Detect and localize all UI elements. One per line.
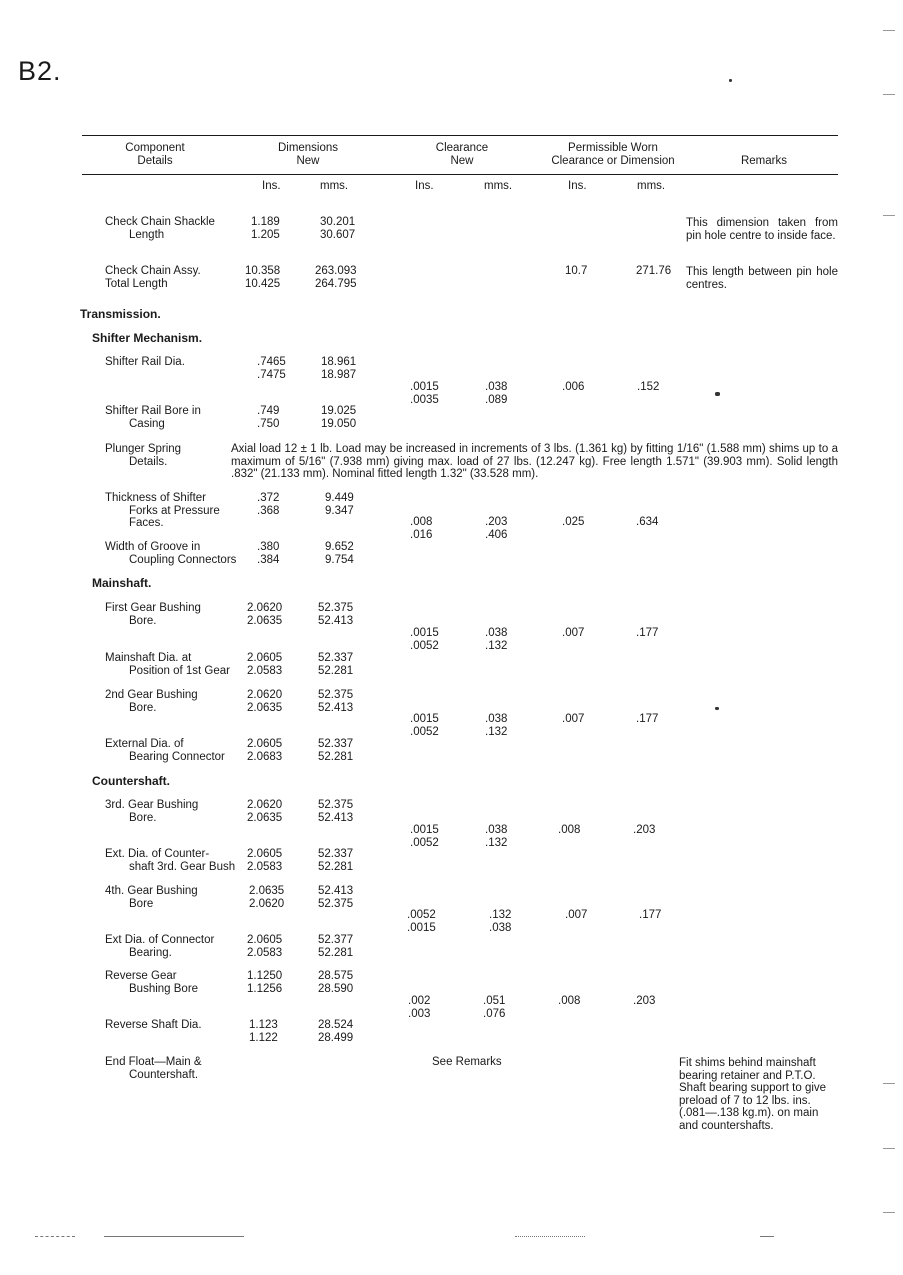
reverse-gear-bushing-ins: 1.1250 1.1256 bbox=[247, 970, 283, 995]
first-gear-bushing-mms: 52.375 52.413 bbox=[318, 602, 354, 627]
shifter-rail-worn-ins: .006 bbox=[562, 381, 585, 393]
fourth-gear-worn-ins: .007 bbox=[565, 909, 588, 921]
header-dimensions-new: Dimensions New bbox=[277, 142, 339, 167]
countershaft-ext-dia-label: Ext. Dia. of Counter- shaft 3rd. Gear Bush bbox=[105, 848, 236, 873]
unit-worn-ins: Ins. bbox=[568, 180, 587, 192]
reverse-cl-mms: .051 .076 bbox=[483, 995, 506, 1020]
reverse-shaft-dia-label: Reverse Shaft Dia. bbox=[105, 1019, 202, 1031]
fourth-gear-worn-mms: .177 bbox=[639, 909, 662, 921]
section-transmission: Transmission. bbox=[80, 307, 161, 321]
header-remarks: Remarks bbox=[740, 155, 787, 167]
check-chain-assy-label: Check Chain Assy. Total Length bbox=[105, 265, 201, 290]
check-chain-assy-mms: 263.093 264.795 bbox=[315, 265, 357, 290]
first-gear-worn-ins: .007 bbox=[562, 627, 585, 639]
reverse-cl-ins: .002 .003 bbox=[408, 995, 431, 1020]
groove-width-ins: .380 .384 bbox=[257, 541, 280, 566]
scan-bottom-noise bbox=[104, 1236, 244, 1237]
third-gear-cl-ins: .0015 .0052 bbox=[410, 824, 439, 849]
scan-edge-mark bbox=[883, 1148, 895, 1149]
check-chain-assy-worn-mms: 271.76 bbox=[636, 265, 672, 277]
section-shifter-mechanism: Shifter Mechanism. bbox=[92, 331, 203, 345]
shifter-rail-cl-mms: .038 .089 bbox=[485, 381, 508, 406]
bearing-connector-mms: 52.337 52.281 bbox=[318, 738, 354, 763]
check-chain-shackle-mms: 30.201 30.607 bbox=[320, 216, 356, 241]
shifter-forks-thickness-label: Thickness of Shifter Forks at Pressure Faces. bbox=[105, 492, 220, 529]
shifter-rail-cl-ins: .0015 .0035 bbox=[410, 381, 439, 406]
scan-edge-mark bbox=[883, 94, 895, 95]
section-countershaft: Countershaft. bbox=[92, 774, 170, 788]
second-gear-bushing-label: 2nd Gear Bushing Bore. bbox=[105, 689, 198, 714]
third-gear-worn-mms: .203 bbox=[633, 824, 656, 836]
check-chain-assy-worn-ins: 10.7 bbox=[565, 265, 588, 277]
fourth-gear-bushing-ins: 2.0635 2.0620 bbox=[249, 885, 285, 910]
unit-cl-ins: Ins. bbox=[415, 180, 434, 192]
shifter-rail-dia-label: Shifter Rail Dia. bbox=[105, 356, 185, 368]
reverse-gear-bushing-label: Reverse Gear Bushing Bore bbox=[105, 970, 199, 995]
check-chain-assy-remarks: This length between pin hole centres. bbox=[686, 266, 838, 291]
shifter-rail-bore-ins: .749 .750 bbox=[257, 405, 280, 430]
unit-cl-mms: mms. bbox=[484, 180, 513, 192]
fourth-gear-cl-mms: .132 .038 bbox=[489, 909, 512, 934]
plunger-spring-label: Plunger Spring Details. bbox=[105, 443, 182, 468]
countershaft-ext-dia-ins: 2.0605 2.0583 bbox=[247, 848, 283, 873]
reverse-worn-ins: .008 bbox=[558, 995, 581, 1007]
shifter-forks-cl-ins: .008 .016 bbox=[410, 516, 433, 541]
fourth-gear-bushing-label: 4th. Gear Bushing Bore bbox=[105, 885, 198, 910]
bearing-connector-label: External Dia. of Bearing Connector bbox=[105, 738, 225, 763]
second-gear-bushing-mms: 52.375 52.413 bbox=[318, 689, 354, 714]
scan-speck bbox=[715, 392, 720, 396]
check-chain-shackle-label: Check Chain Shackle Length bbox=[105, 216, 215, 241]
third-gear-bushing-mms: 52.375 52.413 bbox=[318, 799, 354, 824]
second-gear-bushing-ins: 2.0620 2.0635 bbox=[247, 689, 283, 714]
third-gear-bushing-label: 3rd. Gear Bushing Bore. bbox=[105, 799, 199, 824]
second-gear-cl-mms: .038 .132 bbox=[485, 713, 508, 738]
end-float-label: End Float—Main & Countershaft. bbox=[105, 1056, 202, 1081]
scan-speck bbox=[729, 79, 732, 82]
shifter-rail-worn-mms: .152 bbox=[637, 381, 660, 393]
first-gear-cl-mms: .038 .132 bbox=[485, 627, 508, 652]
third-gear-worn-ins: .008 bbox=[558, 824, 581, 836]
scan-bottom-noise bbox=[35, 1236, 75, 1237]
reverse-gear-bushing-mms: 28.575 28.590 bbox=[318, 970, 354, 995]
connector-bearing-mms: 52.377 52.281 bbox=[318, 934, 354, 959]
end-float-see-remarks: See Remarks bbox=[432, 1056, 502, 1068]
scan-bottom-noise bbox=[760, 1236, 774, 1237]
groove-width-mms: 9.652 9.754 bbox=[325, 541, 354, 566]
check-chain-shackle-ins: 1.189 1.205 bbox=[251, 216, 280, 241]
first-gear-bushing-label: First Gear Bushing Bore. bbox=[105, 602, 201, 627]
header-component-details: Component Details bbox=[125, 142, 185, 167]
shifter-rail-bore-label: Shifter Rail Bore in Casing bbox=[105, 405, 201, 430]
countershaft-ext-dia-mms: 52.337 52.281 bbox=[318, 848, 354, 873]
scan-edge-mark bbox=[883, 215, 895, 216]
second-gear-worn-mms: .177 bbox=[636, 713, 659, 725]
plunger-spring-text: Axial load 12 ± 1 lb. Load may be increased in increments of 3 lbs. (1.361 kg) by fitting 1/16" (1.588 mm) shims up to a maximum of 5/16" (7.938 mm) giving max. load of 27 lbs. (12.247 kg). Free length 1.571" (39.903 mm). Solid length .832" (21.133 mm). Nominal fitted length 1.32" (33.528 mm). bbox=[231, 443, 838, 480]
scan-edge-mark bbox=[883, 1212, 895, 1213]
shifter-forks-cl-mms: .203 .406 bbox=[485, 516, 508, 541]
shifter-forks-worn-ins: .025 bbox=[562, 516, 585, 528]
mainshaft-dia-label: Mainshaft Dia. at Position of 1st Gear bbox=[105, 652, 230, 677]
bearing-connector-ins: 2.0605 2.0683 bbox=[247, 738, 283, 763]
scan-speck bbox=[715, 707, 719, 710]
fourth-gear-bushing-mms: 52.413 52.375 bbox=[318, 885, 354, 910]
header-permissible-worn: Permissible Worn Clearance or Dimension bbox=[551, 142, 675, 167]
shifter-forks-thickness-ins: .372 .368 bbox=[257, 492, 280, 517]
second-gear-cl-ins: .0015 .0052 bbox=[410, 713, 439, 738]
groove-width-label: Width of Groove in Coupling Connectors bbox=[105, 541, 237, 566]
first-gear-bushing-ins: 2.0620 2.0635 bbox=[247, 602, 283, 627]
header-clearance-new: Clearance New bbox=[435, 142, 489, 167]
shifter-rail-bore-mms: 19.025 19.050 bbox=[321, 405, 357, 430]
third-gear-bushing-ins: 2.0620 2.0635 bbox=[247, 799, 283, 824]
fourth-gear-cl-ins: .0052 .0015 bbox=[407, 909, 436, 934]
first-gear-cl-ins: .0015 .0052 bbox=[410, 627, 439, 652]
third-gear-cl-mms: .038 .132 bbox=[485, 824, 508, 849]
shifter-rail-dia-mms: 18.961 18.987 bbox=[321, 356, 357, 381]
unit-dim-mms: mms. bbox=[320, 180, 349, 192]
first-gear-worn-mms: .177 bbox=[636, 627, 659, 639]
mainshaft-dia-ins: 2.0605 2.0583 bbox=[247, 652, 283, 677]
shifter-forks-worn-mms: .634 bbox=[636, 516, 659, 528]
unit-dim-ins: Ins. bbox=[262, 180, 281, 192]
section-mainshaft: Mainshaft. bbox=[92, 576, 152, 590]
check-chain-assy-ins: 10.358 10.425 bbox=[245, 265, 281, 290]
scan-edge-mark bbox=[883, 30, 895, 31]
mainshaft-dia-mms: 52.337 52.281 bbox=[318, 652, 354, 677]
header-top-rule bbox=[82, 135, 838, 136]
second-gear-worn-ins: .007 bbox=[562, 713, 585, 725]
page-label: B2. bbox=[18, 56, 62, 86]
header-bottom-rule bbox=[82, 174, 838, 175]
scan-bottom-noise bbox=[515, 1236, 585, 1237]
check-chain-shackle-remarks: This dimension taken from pin hole centre to inside face. bbox=[686, 217, 838, 242]
scan-edge-mark bbox=[883, 1083, 895, 1084]
reverse-shaft-dia-ins: 1.123 1.122 bbox=[249, 1019, 278, 1044]
shifter-rail-dia-ins: .7465 .7475 bbox=[257, 356, 286, 381]
reverse-shaft-dia-mms: 28.524 28.499 bbox=[318, 1019, 354, 1044]
unit-worn-mms: mms. bbox=[637, 180, 666, 192]
shifter-forks-thickness-mms: 9.449 9.347 bbox=[325, 492, 354, 517]
connector-bearing-ins: 2.0605 2.0583 bbox=[247, 934, 283, 959]
connector-bearing-label: Ext Dia. of Connector Bearing. bbox=[105, 934, 215, 959]
end-float-remarks: Fit shims behind mainshaft bearing retainer and P.T.O. Shaft bearing support to give preload of 7 to 12 lbs. ins. (.081—.138 kg.m). on main and countershafts. bbox=[679, 1057, 827, 1132]
reverse-worn-mms: .203 bbox=[633, 995, 656, 1007]
